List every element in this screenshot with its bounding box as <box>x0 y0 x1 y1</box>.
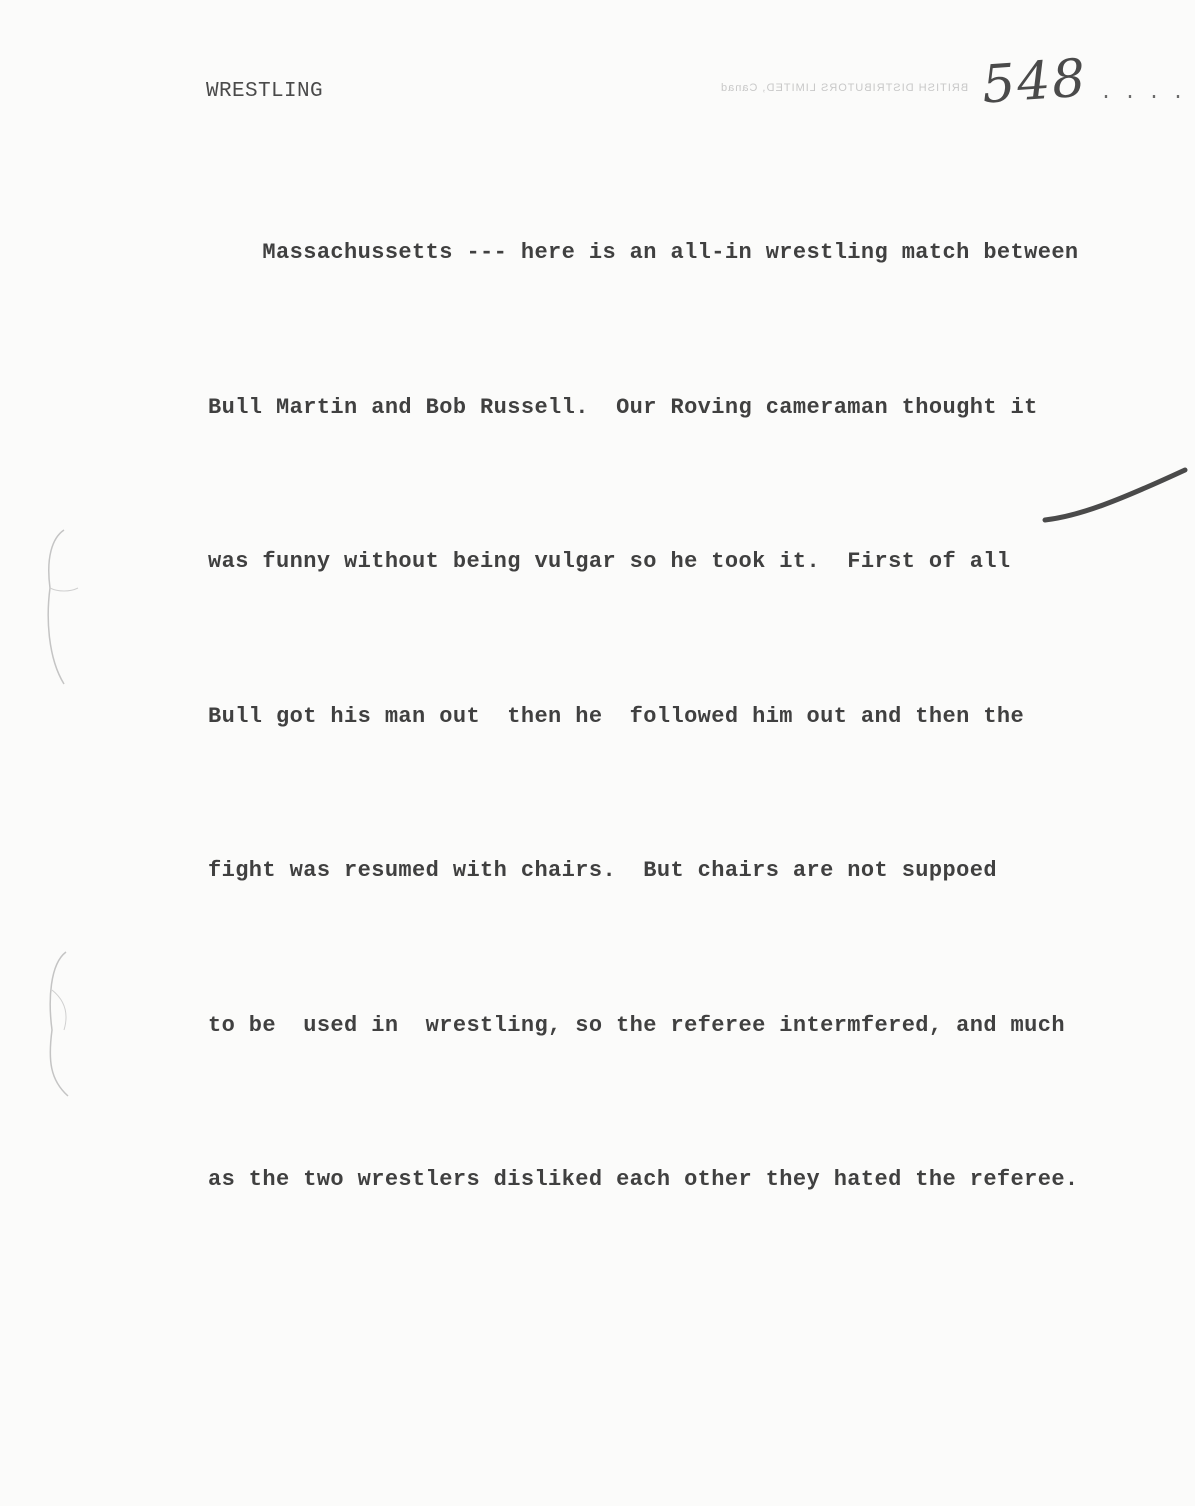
body-line-7: as the two wrestlers disliked each other they hated the referee. <box>208 1167 1079 1192</box>
body-line-1: Massachussetts --- here is an all-in wrestling match between <box>208 240 1079 265</box>
handwritten-page-number: 548 <box>980 48 1090 116</box>
dotted-leader: . . . . <box>1100 82 1185 105</box>
document-title: WRESTLING <box>206 80 324 103</box>
body-line-4: Bull got his man out then he followed him out and then the <box>208 703 1025 729</box>
body-line-3: was funny without being vulgar so he took it. First of all <box>208 549 1011 574</box>
punch-hole-mark-top <box>44 528 84 688</box>
body-line-5: fight was resumed with chairs. But chairs are not suppoed <box>208 858 997 883</box>
letterhead-watermark: BRITISH DISTRIBUTORS LIMITED, Canad <box>720 82 969 94</box>
body-line-2: Bull Martin and Bob Russell. Our Roving cameraman thought it <box>208 394 1038 420</box>
punch-hole-mark-bottom <box>44 950 84 1100</box>
document-body <box>208 124 1079 1309</box>
pen-stroke-mark <box>1040 450 1190 530</box>
body-line-6: to be used in wrestling, so the referee intermfered, and much <box>208 1012 1065 1038</box>
